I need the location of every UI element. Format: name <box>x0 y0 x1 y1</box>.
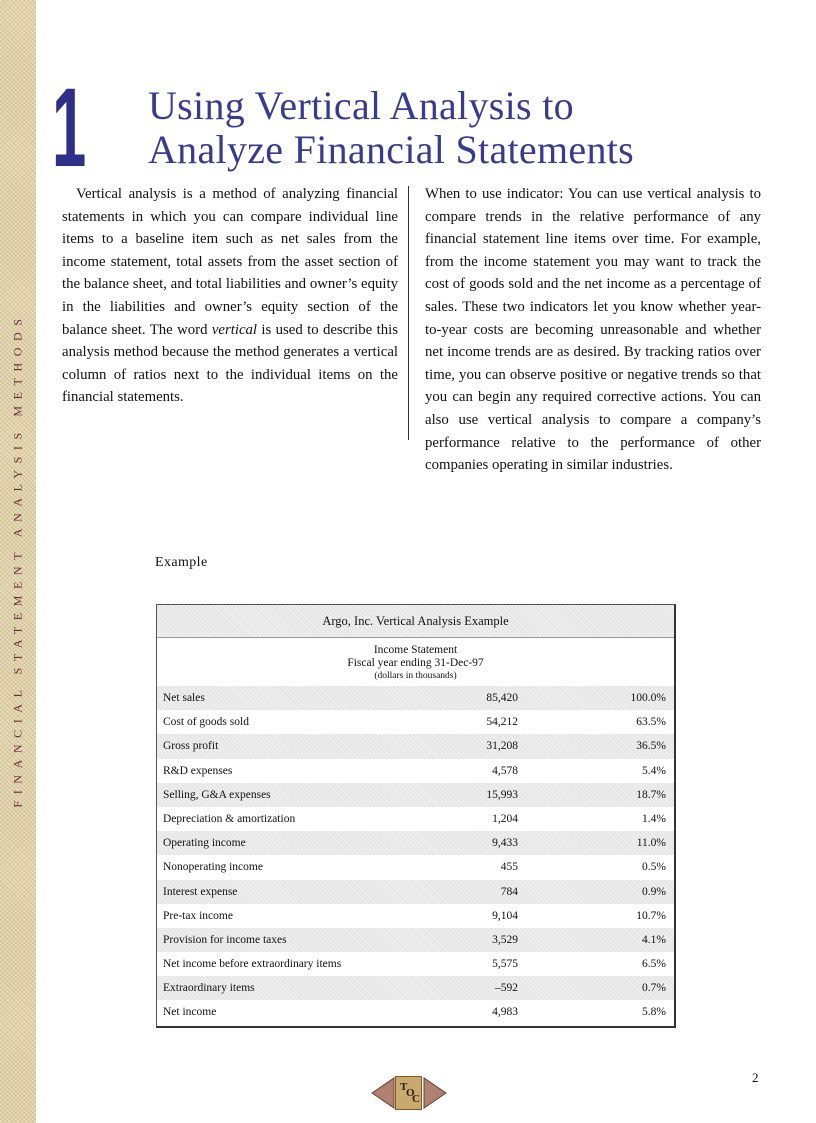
body-left-column <box>62 183 398 409</box>
row-value: 784 <box>500 885 518 898</box>
row-label: Pre-tax income <box>163 909 233 922</box>
page-number: 2 <box>752 1070 759 1085</box>
example-label: Example <box>155 555 208 570</box>
chapter-title-line2: Analyze Financial Statements <box>148 127 635 172</box>
table-row <box>157 831 674 855</box>
row-percent: 18.7% <box>636 788 666 801</box>
left-text-pre: Vertical analysis is a method of analyzing financial statements in which you can compare individual line items to a baseline item such as net sales from the income statement, total assets from the asset section of the balance sheet, and total liabilities and owner’s equity in the liabilities and owner’s equity section of the balance sheet. The word <box>62 186 398 338</box>
table-subtitle-3: (dollars in thousands) <box>374 671 457 681</box>
row-label: Selling, G&A expenses <box>163 788 271 801</box>
toc-button[interactable] <box>395 1076 422 1110</box>
row-label: Gross profit <box>163 740 219 753</box>
row-value: 455 <box>500 861 518 874</box>
row-percent: 0.5% <box>642 861 666 874</box>
table-body <box>157 686 674 1025</box>
body-left-paragraph <box>62 183 398 409</box>
row-percent: 63.5% <box>636 716 666 729</box>
toc-letter-c: C <box>412 1093 420 1105</box>
table-row <box>157 759 674 783</box>
row-percent: 0.7% <box>642 982 666 995</box>
row-label: Cost of goods sold <box>163 716 249 729</box>
row-percent: 10.7% <box>636 909 666 922</box>
table-row <box>157 1000 674 1024</box>
vertical-analysis-table <box>156 604 676 1028</box>
row-value: 5,575 <box>492 958 518 971</box>
row-value: 1,204 <box>492 812 518 825</box>
next-arrow-icon[interactable] <box>422 1076 448 1110</box>
row-value: –592 <box>495 982 518 995</box>
sidebar-title: FINANCIAL STATEMENT ANALYSIS METHODS <box>10 312 25 808</box>
sidebar-band <box>0 0 36 1123</box>
row-value: 3,529 <box>492 933 518 946</box>
column-divider <box>408 186 409 440</box>
table-subtitle <box>157 638 674 686</box>
table-row <box>157 904 674 928</box>
row-percent: 5.8% <box>642 1006 666 1019</box>
row-percent: 11.0% <box>636 837 666 850</box>
toc-letter-o: O <box>406 1087 415 1099</box>
row-value: 9,104 <box>492 909 518 922</box>
left-text-post: is used to describe this analysis method because the method generates a vertical column of ratios next to the individual items on the financial statements. <box>62 321 398 406</box>
page-navigation <box>370 1076 448 1112</box>
table-title: Argo, Inc. Vertical Analysis Example <box>157 605 674 638</box>
row-percent: 6.5% <box>642 958 666 971</box>
row-percent: 5.4% <box>642 764 666 777</box>
row-value: 31,208 <box>486 740 518 753</box>
table-subtitle-2: Fiscal year ending 31-Dec-97 <box>347 657 484 669</box>
row-value: 9,433 <box>492 837 518 850</box>
left-text-emphasis: vertical <box>211 321 258 338</box>
table-row <box>157 783 674 807</box>
row-label: Net income <box>163 1006 217 1019</box>
row-label: Nonoperating income <box>163 861 263 874</box>
body-right-paragraph: When to use indicator: You can use vertical analysis to compare trends in the relative performance of any financial statement line items over time. For example, from the income statement you may want to track the cost of goods sold and the net income as a percentage of sales. These two indicators let you know whether year-to-year costs are becoming unreasonable and whether net income trends are as desired. By tracking ratios over time, you can observe positive or negative trends so that you can begin any required corrective actions. You can also use vertical analysis to compare a company’s performance relative to the performance of other companies operating in similar industries. <box>425 186 761 474</box>
chapter-title-line1: Using Vertical Analysis to <box>148 83 574 128</box>
row-label: R&D expenses <box>163 764 233 777</box>
body-right-column <box>425 183 761 477</box>
row-label: Depreciation & amortization <box>163 812 296 825</box>
row-label: Net sales <box>163 692 205 704</box>
prev-arrow-icon[interactable] <box>370 1076 396 1110</box>
row-label: Operating income <box>163 837 246 850</box>
table-row <box>157 928 674 952</box>
row-value: 15,993 <box>486 788 518 801</box>
row-label: Extraordinary items <box>163 982 255 995</box>
chapter-number: 1 <box>52 65 87 190</box>
row-label: Provision for income taxes <box>163 933 287 946</box>
table-row <box>157 807 674 831</box>
table-row <box>157 952 674 976</box>
row-label: Interest expense <box>163 885 238 898</box>
table-row <box>157 976 674 1000</box>
row-percent: 36.5% <box>636 740 666 753</box>
row-value: 85,420 <box>486 692 518 704</box>
row-percent: 1.4% <box>642 812 666 825</box>
table-row <box>157 855 674 879</box>
row-value: 4,983 <box>492 1006 518 1019</box>
row-percent: 0.9% <box>642 885 666 898</box>
row-label: Net income before extraordinary items <box>163 958 342 971</box>
row-value: 4,578 <box>492 764 518 777</box>
table-row <box>157 734 674 758</box>
toc-letter-t: T <box>400 1081 408 1093</box>
table-subtitle-1: Income Statement <box>373 644 458 656</box>
table-row <box>157 686 674 710</box>
row-value: 54,212 <box>486 716 518 729</box>
chapter-title <box>148 84 668 172</box>
row-percent: 4.1% <box>642 933 666 946</box>
row-percent: 100.0% <box>630 692 666 704</box>
table-row <box>157 880 674 904</box>
table-row <box>157 710 674 734</box>
